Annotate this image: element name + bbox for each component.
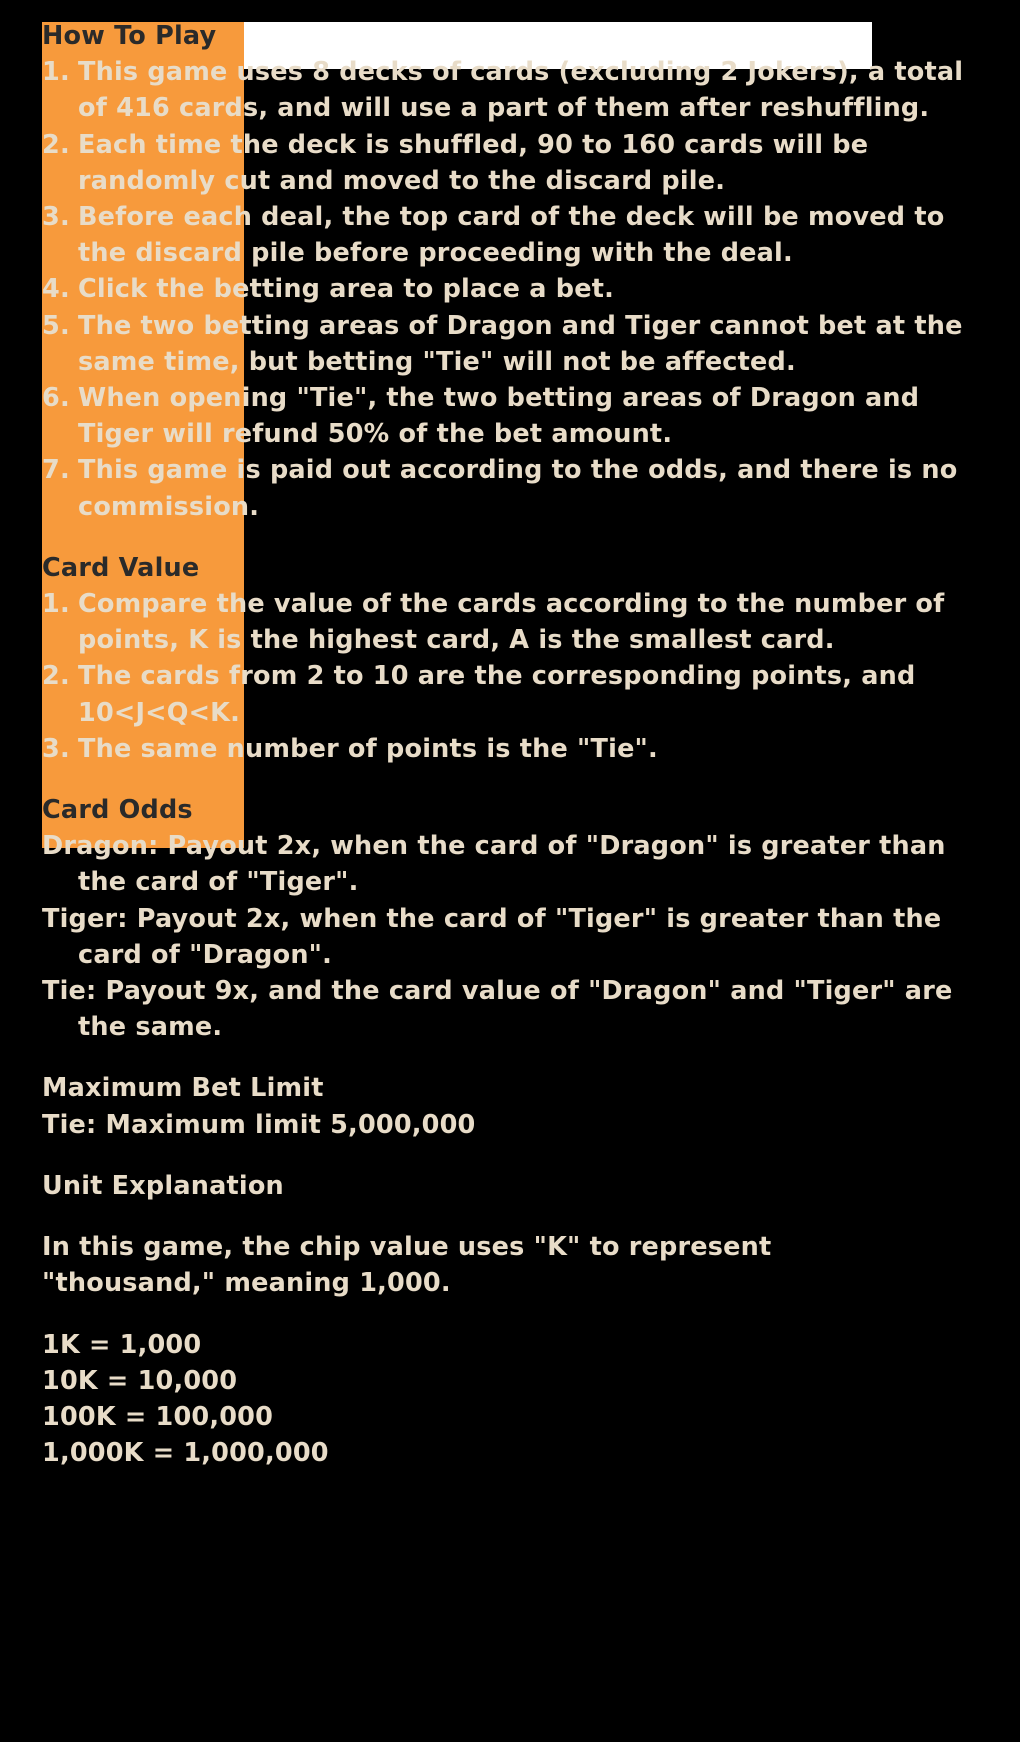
- list-text: When opening "Tie", the two betting areas of Dragon and Tiger will refund 50% of the bet amount.: [78, 383, 920, 450]
- how-to-play-item-2: [42, 127, 978, 199]
- spacer: [42, 1302, 978, 1327]
- card-odds-dragon: Dragon: Payout 2x, when the card of "Dragon" is greater than the card of "Tiger".: [42, 831, 946, 898]
- spacer: [42, 525, 978, 550]
- list-number: 5.: [42, 310, 70, 341]
- max-bet-title: Maximum Bet Limit: [42, 1073, 324, 1104]
- list-number: 3.: [42, 202, 70, 233]
- unit-explanation-line-2: "thousand," meaning 1,000.: [42, 1268, 451, 1299]
- list-text: This game is paid out according to the odds, and there is no commission.: [78, 455, 958, 522]
- how-to-play-item-1: [42, 54, 978, 126]
- card-value-item-1: [42, 586, 978, 658]
- list-text: This game uses 8 decks of cards (excluding 2 Jokers), a total of 416 cards, and will use a part of them after reshuffling.: [78, 57, 964, 124]
- list-number: 6.: [42, 383, 70, 414]
- section-title-card-odds: Card Odds: [42, 795, 193, 826]
- help-content: [42, 18, 978, 1471]
- list-text: Before each deal, the top card of the deck will be moved to the discard pile before proceeding with the deal.: [78, 202, 945, 269]
- section-title-how-to-play: How To Play: [42, 21, 217, 51]
- card-odds-tie: Tie: Payout 9x, and the card value of "Dragon" and "Tiger" are the same.: [42, 976, 953, 1043]
- unit-explanation-title: Unit Explanation: [42, 1170, 284, 1201]
- list-number: 7.: [42, 455, 70, 486]
- conversion-10k: 10K = 10,000: [42, 1365, 238, 1396]
- conversion-1k: 1K = 1,000: [42, 1329, 202, 1360]
- card-value-item-3: [42, 731, 978, 767]
- list-text: The two betting areas of Dragon and Tiger cannot bet at the same time, but betting "Tie" will not be affected.: [78, 310, 963, 377]
- list-number: 1.: [42, 589, 70, 620]
- list-text: Each time the deck is shuffled, 90 to 160 cards will be randomly cut and moved to the discard pile.: [78, 129, 869, 196]
- max-bet-tie-limit: Tie: Maximum limit 5,000,000: [42, 1109, 476, 1140]
- conversion-1000k: 1,000K = 1,000,000: [42, 1438, 329, 1469]
- list-text: The same number of points is the "Tie".: [78, 733, 658, 764]
- list-number: 4.: [42, 274, 70, 305]
- card-value-item-2: [42, 658, 978, 730]
- list-text: Compare the value of the cards according to the number of points, K is the highest card, A is the smallest card.: [78, 589, 945, 656]
- spacer: [42, 1204, 978, 1229]
- list-number: 3.: [42, 733, 70, 764]
- unit-explanation-line-1: In this game, the chip value uses "K" to represent: [42, 1232, 772, 1263]
- how-to-play-item-3: [42, 199, 978, 271]
- how-to-play-item-5: [42, 308, 978, 380]
- list-text: The cards from 2 to 10 are the corresponding points, and 10<J<Q<K.: [78, 661, 916, 728]
- how-to-play-item-7: [42, 452, 978, 524]
- list-number: 2.: [42, 129, 70, 160]
- how-to-play-item-6: [42, 380, 978, 452]
- section-title-card-value: Card Value: [42, 552, 200, 583]
- list-number: 1.: [42, 57, 70, 88]
- list-number: 2.: [42, 661, 70, 692]
- spacer: [42, 1143, 978, 1168]
- how-to-play-item-4: [42, 271, 978, 307]
- conversion-100k: 100K = 100,000: [42, 1401, 274, 1432]
- card-odds-tiger: Tiger: Payout 2x, when the card of "Tiger" is greater than the card of "Dragon".: [42, 903, 942, 970]
- spacer: [42, 767, 978, 792]
- spacer: [42, 1045, 978, 1070]
- list-text: Click the betting area to place a bet.: [78, 274, 614, 305]
